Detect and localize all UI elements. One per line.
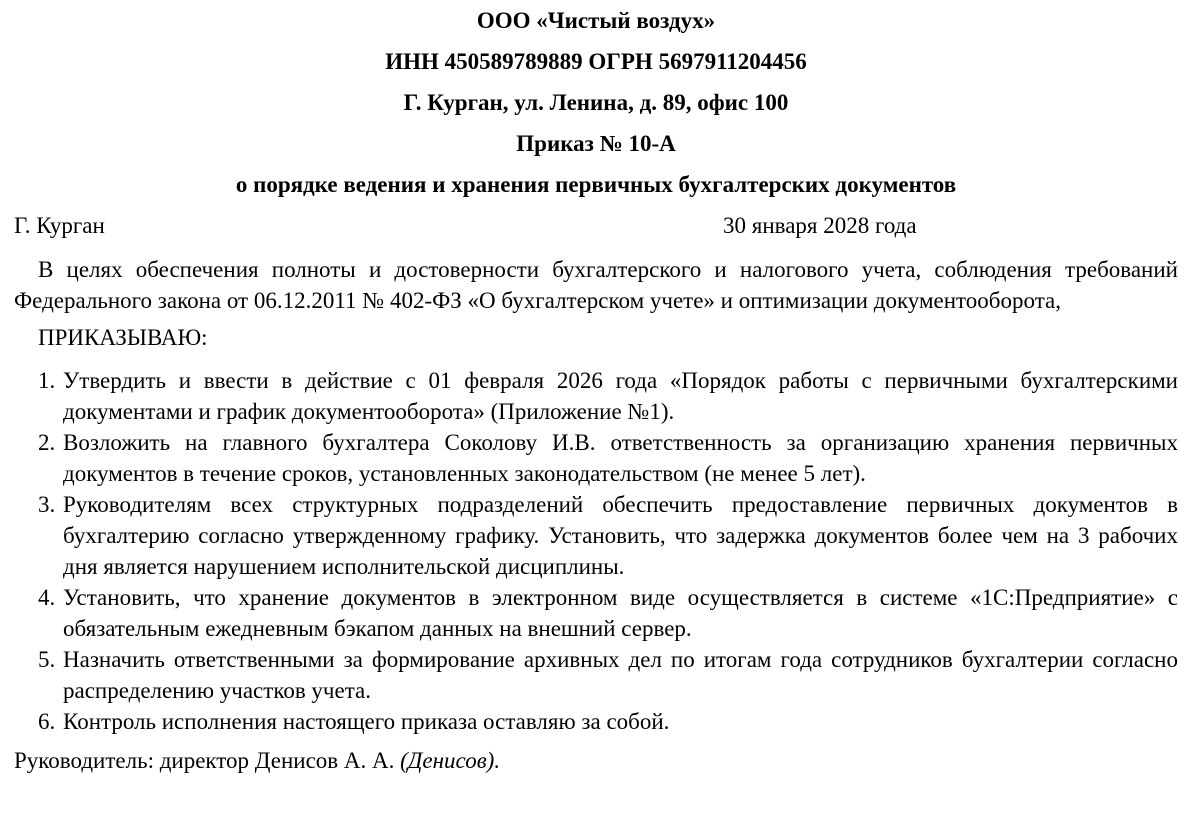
order-item-number: 3. (38, 492, 56, 517)
order-date: 30 января 2028 года (723, 213, 917, 238)
order-subject: о порядке ведения и хранения первичных бухгалтерских документов (235, 172, 957, 197)
order-word: ПРИКАЗЫВАЮ: (38, 325, 208, 350)
signature-line (14, 745, 1178, 776)
order-item-text: Утвердить и ввести в действие с 01 февраля 2026 года «Порядок работы с первичными бухгалтерскими документами и график документооборота» (Приложение №1). (63, 368, 1178, 424)
order-title: Приказ № 10-А (516, 131, 676, 156)
order-item-text: Установить, что хранение документов в электронном виде осуществляется в системе «1С:Предприятие» с обязательным ежедневным бэкапом данных на внешний сервер. (63, 585, 1178, 641)
order-item (14, 427, 1178, 489)
order-item (14, 706, 1178, 737)
place: Г. Курган (14, 213, 105, 238)
order-item-text: Контроль исполнения настоящего приказа оставляю за собой. (63, 709, 670, 734)
signature-label: Руководитель: директор Денисов А. А. (14, 748, 395, 773)
order-item (14, 365, 1178, 427)
order-item (14, 582, 1178, 644)
place-date-line (14, 210, 1178, 251)
order-item-number: 2. (38, 430, 56, 455)
order-item-text: Назначить ответственными за формирование архивных дел по итогам года сотрудников бухгалтерии согласно распределению участков учета. (63, 647, 1178, 703)
order-items-list (14, 365, 1178, 737)
order-item-number: 6. (38, 709, 56, 734)
organization-name: ООО «Чистый воздух» (476, 8, 716, 33)
order-item-text: Руководителям всех структурных подразделений обеспечить предоставление первичных документов в бухгалтерию согласно утвержденному графику. Установить, что задержка документов более чем на 3 рабочих дня является нарушением исполнительской дисциплины. (63, 492, 1178, 579)
order-item-number: 5. (38, 647, 56, 672)
organization-address: Г. Курган, ул. Ленина, д. 89, офис 100 (403, 90, 789, 115)
order-item-number: 1. (38, 368, 56, 393)
order-item (14, 644, 1178, 706)
organization-ids: ИНН 450589789889 ОГРН 5697911204456 (385, 49, 807, 74)
signature-name: (Денисов). (400, 748, 501, 773)
preamble-paragraph: В целях обеспечения полноты и достоверности бухгалтерского и налогового учета, соблюдения требований Федерального закона от 06.12.2011 № 402-ФЗ «О бухгалтерском учете» и оптимизации документооборота, (14, 257, 1178, 313)
order-item (14, 489, 1178, 582)
order-item-text: Возложить на главного бухгалтера Соколову И.В. ответственность за организацию хранения первичных документов в течение сроков, установленных законодательством (не менее 5 лет). (63, 430, 1178, 486)
order-item-number: 4. (38, 585, 56, 610)
